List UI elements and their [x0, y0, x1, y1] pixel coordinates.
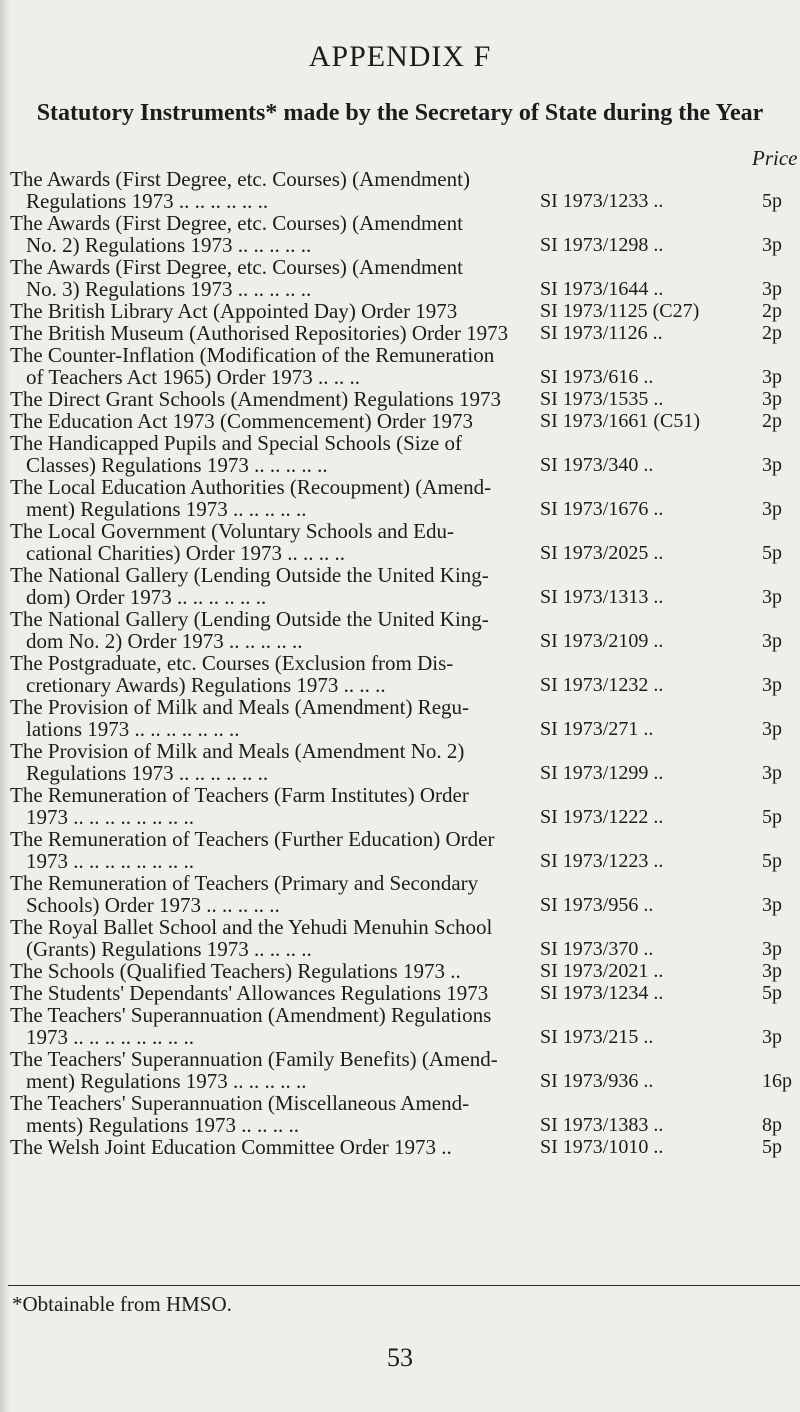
instrument-reference: SI 1973/1125 (C27): [540, 300, 700, 322]
instrument-reference: SI 1973/1234 ..: [540, 982, 664, 1004]
instrument-price: 2p: [762, 322, 782, 344]
instrument-title-line: No. 2) Regulations 1973 .. .. .. .. ..: [26, 233, 312, 257]
instrument-price: 3p: [762, 938, 782, 960]
instrument-reference: SI 1973/1535 ..: [540, 388, 664, 410]
page-number: 53: [387, 1343, 413, 1372]
instrument-price: 2p: [762, 410, 782, 432]
instrument-reference: SI 1973/956 ..: [540, 894, 654, 916]
instrument-reference: SI 1973/2025 ..: [540, 542, 664, 564]
instrument-entry: [10, 1092, 528, 1136]
instrument-title-line: The Students' Dependants' Allowances Regulations 1973: [10, 981, 489, 1005]
footnote-rule: [8, 1285, 800, 1286]
table-subheading: Statutory Instruments* made by the Secretary of State during the Year: [36, 100, 764, 126]
instrument-reference: SI 1973/1644 ..: [540, 278, 664, 300]
instrument-title-line: The British Library Act (Appointed Day) Order 1973: [10, 299, 458, 323]
instrument-title-line: of Teachers Act 1965) Order 1973 .. .. ..: [26, 365, 361, 389]
instrument-entry: [10, 322, 528, 344]
instrument-entry: [10, 1136, 528, 1158]
instrument-reference: SI 1973/936 ..: [540, 1070, 654, 1092]
instrument-entry: [10, 564, 528, 608]
instrument-reference: SI 1973/1232 ..: [540, 674, 664, 696]
instrument-price: 5p: [762, 850, 782, 872]
instrument-price: 3p: [762, 498, 782, 520]
instrument-title-line: The Teachers' Superannuation (Family Benefits) (Amend-: [10, 1047, 498, 1071]
instrument-reference: SI 1973/1126 ..: [540, 322, 663, 344]
footnote: *Obtainable from HMSO.: [12, 1292, 232, 1316]
instrument-title-line: The Welsh Joint Education Committee Order 1973 ..: [10, 1135, 452, 1159]
instrument-price: 3p: [762, 366, 782, 388]
page-edge-shadow: [0, 0, 10, 1412]
instrument-title-line: dom No. 2) Order 1973 .. .. .. .. ..: [26, 629, 303, 653]
instrument-entry: [10, 960, 528, 982]
instrument-title-line: Regulations 1973 .. .. .. .. .. ..: [26, 189, 269, 213]
instrument-title-line: dom) Order 1973 .. .. .. .. .. ..: [26, 585, 267, 609]
instrument-price: 5p: [762, 542, 782, 564]
instrument-entry: [10, 982, 528, 1004]
instrument-reference: SI 1973/215 ..: [540, 1026, 654, 1048]
instrument-reference: SI 1973/1676 ..: [540, 498, 664, 520]
instrument-entry: [10, 872, 528, 916]
instrument-entry: [10, 520, 528, 564]
instrument-price: 3p: [762, 278, 782, 300]
price-column-heading: Price: [752, 146, 798, 170]
instrument-reference: SI 1973/616 ..: [540, 366, 654, 388]
instrument-price: 3p: [762, 388, 782, 410]
instrument-title-line: The Provision of Milk and Meals (Amendment No. 2): [10, 739, 465, 763]
instrument-entry: [10, 344, 528, 388]
instrument-reference: SI 1973/370 ..: [540, 938, 654, 960]
instrument-entry: [10, 212, 528, 256]
instrument-title-line: The Awards (First Degree, etc. Courses) (Amendment: [10, 255, 463, 279]
instrument-title-line: cretionary Awards) Regulations 1973 .. .. ..: [26, 673, 386, 697]
instrument-entry: [10, 916, 528, 960]
instrument-title-line: ment) Regulations 1973 .. .. .. .. ..: [26, 1069, 307, 1093]
instrument-title-line: No. 3) Regulations 1973 .. .. .. .. ..: [26, 277, 312, 301]
instrument-entry: [10, 608, 528, 652]
instrument-title-line: The Awards (First Degree, etc. Courses) (Amendment: [10, 211, 463, 235]
instrument-entry: [10, 652, 528, 696]
instrument-title-line: Schools) Order 1973 .. .. .. .. ..: [26, 893, 280, 917]
instrument-entry: [10, 740, 528, 784]
instrument-entry: [10, 784, 528, 828]
instrument-title-line: lations 1973 .. .. .. .. .. .. ..: [26, 717, 240, 741]
instrument-price: 3p: [762, 1026, 782, 1048]
instrument-entry: [10, 828, 528, 872]
instrument-price: 3p: [762, 960, 782, 982]
instrument-reference: SI 1973/1010 ..: [540, 1136, 664, 1158]
instrument-title-line: ment) Regulations 1973 .. .. .. .. ..: [26, 497, 307, 521]
instrument-title-line: Classes) Regulations 1973 .. .. .. .. ..: [26, 453, 328, 477]
instrument-price: 3p: [762, 586, 782, 608]
instrument-title-line: The Education Act 1973 (Commencement) Order 1973: [10, 409, 474, 433]
instrument-price: 3p: [762, 894, 782, 916]
instrument-price: 3p: [762, 454, 782, 476]
instrument-price: 5p: [762, 1136, 782, 1158]
instrument-entry: [10, 696, 528, 740]
instrument-price: 3p: [762, 234, 782, 256]
instrument-entry: [10, 432, 528, 476]
instrument-title-line: Regulations 1973 .. .. .. .. .. ..: [26, 761, 269, 785]
instrument-title-line: 1973 .. .. .. .. .. .. .. ..: [26, 805, 194, 829]
instrument-entry: [10, 168, 528, 212]
instrument-reference: SI 1973/1383 ..: [540, 1114, 664, 1136]
instrument-title-line: 1973 .. .. .. .. .. .. .. ..: [26, 1025, 194, 1049]
instrument-entry: [10, 1004, 528, 1048]
instrument-reference: SI 1973/1223 ..: [540, 850, 664, 872]
instrument-title-line: The National Gallery (Lending Outside the United King-: [10, 607, 489, 631]
instrument-title-line: The Provision of Milk and Meals (Amendment) Regu-: [10, 695, 470, 719]
instrument-price: 3p: [762, 718, 782, 740]
instrument-price: 5p: [762, 806, 782, 828]
instrument-title-line: The Remuneration of Teachers (Farm Institutes) Order: [10, 783, 469, 807]
instrument-reference: SI 1973/1298 ..: [540, 234, 664, 256]
instrument-price: 5p: [762, 982, 782, 1004]
instrument-title-line: The Remuneration of Teachers (Primary and Secondary: [10, 871, 479, 895]
instrument-title-line: 1973 .. .. .. .. .. .. .. ..: [26, 849, 194, 873]
instrument-price: 3p: [762, 674, 782, 696]
instrument-reference: SI 1973/271 ..: [540, 718, 654, 740]
instrument-price: 16p: [762, 1070, 792, 1092]
instrument-price: 3p: [762, 630, 782, 652]
instrument-reference: SI 1973/2109 ..: [540, 630, 664, 652]
instrument-entry: [10, 410, 528, 432]
instrument-entry: [10, 1048, 528, 1092]
instrument-title-line: cational Charities) Order 1973 .. .. .. ..: [26, 541, 345, 565]
instrument-title-line: The Counter-Inflation (Modification of the Remuneration: [10, 343, 495, 367]
instrument-title-line: The Remuneration of Teachers (Further Education) Order: [10, 827, 495, 851]
instrument-title-line: The Awards (First Degree, etc. Courses) (Amendment): [10, 167, 470, 191]
instrument-title-line: The Handicapped Pupils and Special Schools (Size of: [10, 431, 462, 455]
instrument-title-line: The Postgraduate, etc. Courses (Exclusion from Dis-: [10, 651, 454, 675]
instrument-title-line: The Local Education Authorities (Recoupment) (Amend-: [10, 475, 492, 499]
instrument-price: 8p: [762, 1114, 782, 1136]
instrument-reference: SI 1973/1222 ..: [540, 806, 664, 828]
instrument-title-line: The Local Government (Voluntary Schools and Edu-: [10, 519, 455, 543]
instrument-title-line: The Teachers' Superannuation (Amendment) Regulations: [10, 1003, 492, 1027]
instrument-price: 5p: [762, 190, 782, 212]
instrument-entry: [10, 256, 528, 300]
instrument-entry: [10, 388, 528, 410]
instrument-entry: [10, 300, 528, 322]
instrument-title-line: ments) Regulations 1973 .. .. .. ..: [26, 1113, 299, 1137]
instrument-title-line: The Schools (Qualified Teachers) Regulations 1973 ..: [10, 959, 461, 983]
instrument-reference: SI 1973/1233 ..: [540, 190, 664, 212]
instrument-title-line: The Royal Ballet School and the Yehudi Menuhin School: [10, 915, 493, 939]
instrument-title-line: The Direct Grant Schools (Amendment) Regulations 1973: [10, 387, 502, 411]
instrument-reference: SI 1973/1661 (C51): [540, 410, 700, 432]
instrument-titles-column: [10, 168, 528, 1158]
instrument-reference: SI 1973/1313 ..: [540, 586, 664, 608]
instrument-reference: SI 1973/1299 ..: [540, 762, 664, 784]
instrument-title-line: The National Gallery (Lending Outside the United King-: [10, 563, 489, 587]
instrument-reference: SI 1973/2021 ..: [540, 960, 664, 982]
appendix-heading: APPENDIX F: [308, 40, 492, 73]
instrument-title-line: The Teachers' Superannuation (Miscellaneous Amend-: [10, 1091, 470, 1115]
instrument-price: 3p: [762, 762, 782, 784]
instrument-entry: [10, 476, 528, 520]
instrument-price: 2p: [762, 300, 782, 322]
instrument-reference: SI 1973/340 ..: [540, 454, 654, 476]
instrument-title-line: (Grants) Regulations 1973 .. .. .. ..: [26, 937, 312, 961]
instrument-title-line: The British Museum (Authorised Repositories) Order 1973: [10, 321, 509, 345]
